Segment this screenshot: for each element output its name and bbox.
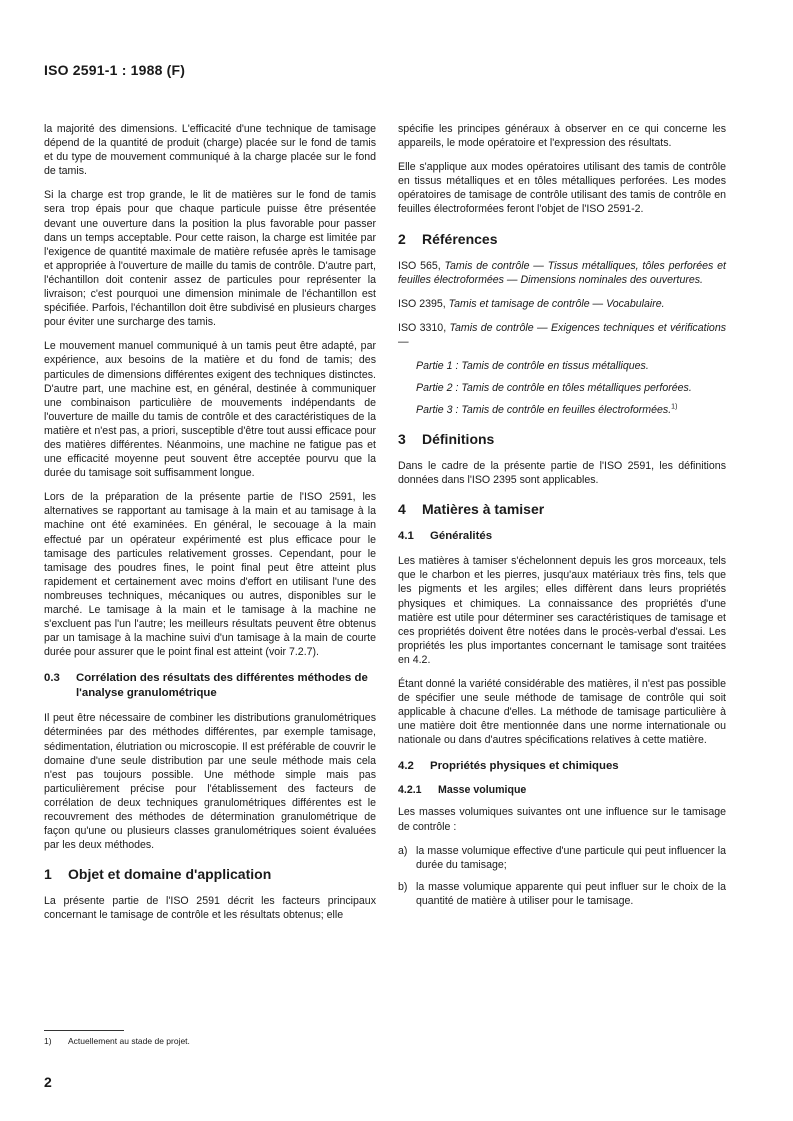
paragraph: la majorité des dimensions. L'efficacité d'une technique de tamisage dépend de la quantité de produit (charge) placée sur le fond de tamis et du type de mouvement communiqué à la charge placée sur le fond de tamis.	[44, 123, 376, 178]
paragraph: Elle s'applique aux modes opératoires utilisant des tamis de contrôle en tissus métalliques et en tôles métalliques perforées. Les modes opératoires de tamisage de contrôle utilisant des tamis de contrôle en feuilles électroformées feront l'objet de l'ISO 2591-2.	[398, 161, 726, 216]
list-item	[398, 880, 726, 908]
part-title: Partie 1 : Tamis de contrôle en tissus métalliques.	[416, 360, 649, 373]
paragraph: Les matières à tamiser s'échelonnent depuis les gros morceaux, tels que le charbon et les pierres, jusqu'aux matériaux très fins, tels que les pigments et les argiles; elles diffèrent dans leurs propriétés physiques et chimiques. La connaissance des propriétés d'une matière est utile pour déterminer ses caractéristiques de tamisage et ces propriétés doivent être notées dans le procès-verbal d'essai. Les propriétés les plus importantes concernant le tamisage sont traitées en 4.2.	[398, 555, 726, 666]
section-title: Matières à tamiser	[422, 501, 545, 518]
reference-part	[416, 381, 726, 395]
section-number: 2	[398, 230, 406, 247]
part-title: Partie 3 : Tamis de contrôle en feuilles électroformées.	[416, 404, 672, 417]
section-title: Références	[422, 230, 498, 247]
paragraph: spécifie les principes généraux à observer en ce qui concerne les appareils, le mode opératoire et l'expression des résultats.	[398, 123, 726, 150]
paragraph: Il peut être nécessaire de combiner les distributions granulométriques déterminées par des méthodes différentes, par exemple tamisage, sédimentation, élutriation ou microscopie. Il est préférable de couvrir le domaine d'une seule distribution par une seule méthode mais cela n'est pas toujours possible. Une méthode simple mais pas particulièrement précise pour l'établissement des facteurs de corrélation de deux techniques granulométriques différentes est le recouvrement des méthodes de détermination granulométrique de façon qu'une ou plusieurs classes granulométriques soient évaluées par les deux méthodes.	[44, 712, 376, 852]
paragraph: Dans le cadre de la présente partie de l'ISO 2591, les définitions données dans l'ISO 2395 sont applicables.	[398, 460, 726, 487]
paragraph: Si la charge est trop grande, le lit de matières sur le fond de tamis sera trop épais pour que chaque particule puisse être présentée devant une ouverture dans la position la plus favorable pour passer dans un temps acceptable. Pour cette raison, la charge est limitée par l'exigence de quantité maximale de matière refusée après le tamisage et appropriée à l'ouverture de maille du tamis de contrôle. D'autre part, l'échantillon doit contenir assez de particules pour représenter la livraison; c'est pourquoi une dimension minimale de l'échantillon est spécifiée. Parfois, l'échantillon doit être subdivisé en plusieurs charges pour éviter une surcharge des tamis.	[44, 189, 376, 329]
section-heading-3	[398, 431, 726, 447]
document-header: ISO 2591-1 : 1988 (F)	[44, 62, 186, 78]
reference-code: ISO 565,	[398, 259, 441, 272]
reference-title: Tamis de contrôle — Tissus métalliques, tôles perforées et feuilles électroformées — Dimensions nominales des ouvertures.	[398, 259, 726, 286]
reference-item	[398, 259, 726, 287]
list-text: la masse volumique apparente qui peut influer sur le choix de la quantité de matière à utiliser pour le tamisage.	[416, 880, 726, 907]
section-title: Masse volumique	[438, 784, 527, 797]
section-heading-4-1	[398, 529, 726, 544]
section-title: Définitions	[422, 431, 495, 448]
section-number: 1	[44, 866, 52, 883]
section-title: Corrélation des résultats des différentes méthodes de l'analyse granulométrique	[76, 672, 368, 700]
section-number: 3	[398, 431, 406, 448]
reference-part	[416, 359, 726, 373]
paragraph: Étant donné la variété considérable des matières, il n'est pas possible de spécifier une seule méthode de tamisage de contrôle qui soit applicable à chacune d'elles. La méthode de tamisage particulière à une matière doit être mentionnée dans une norme internationale ou nationale ou dans d'autres spécifications relatives à cette matière.	[398, 677, 726, 747]
left-column	[44, 122, 376, 933]
reference-item	[398, 321, 726, 349]
section-number: 0.3	[44, 672, 60, 685]
right-column	[398, 122, 726, 916]
footnote	[44, 1036, 190, 1046]
section-heading-4-2-1	[398, 784, 726, 796]
paragraph: Lors de la préparation de la présente partie de l'ISO 2591, les alternatives se rapportant au tamisage à la main et au tamisage à la machine ont été examinées. En général, le secouage à la main effectué par un opérateur expérimenté est plus efficace pour le tamisage des particules relativement grosses. Cependant, pour le tamisage des poudres fines, le point final peut être atteint plus rapidement et certainement avec moins d'effort en utilisant l'une des nombreuses techniques, mécaniques ou autres, disponibles sur le marché. Le tamisage à la main et le tamisage à la machine ne s'excluent pas l'un l'autre; les meilleurs résultats peuvent être obtenus par un tamisage à la machine suivi d'un tamisage à la main de courte durée pour assurer que le point final est atteint (voir 7.2.7).	[44, 491, 376, 659]
section-heading-1	[44, 866, 376, 882]
page-number: 2	[44, 1074, 52, 1090]
section-heading-0-3	[44, 671, 376, 701]
section-title: Généralités	[430, 530, 493, 543]
reference-item	[398, 297, 726, 311]
part-title: Partie 2 : Tamis de contrôle en tôles métalliques perforées.	[416, 382, 692, 395]
paragraph: La présente partie de l'ISO 2591 décrit les facteurs principaux concernant le tamisage de contrôle et les résultats obtenus; elle	[44, 895, 376, 922]
list-label: a)	[398, 844, 408, 857]
section-number: 4	[398, 501, 406, 518]
reference-title: Tamis et tamisage de contrôle — Vocabulaire.	[448, 297, 665, 310]
list-item	[398, 844, 726, 872]
list-text: la masse volumique effective d'une particule qui peut influencer la durée du tamisage;	[416, 844, 726, 871]
reference-title: Tamis de contrôle — Exigences techniques et vérifications —	[398, 321, 727, 348]
reference-part	[416, 403, 726, 417]
reference-code: ISO 3310,	[398, 321, 447, 334]
reference-code: ISO 2395,	[398, 297, 446, 310]
paragraph: Le mouvement manuel communiqué à un tamis peut être adapté, par expérience, aux besoins de la matière et du fond de tamis; des particules de dimensions différentes exigent des techniques distinctes. D'autre part, une machine est, en général, destinée à communiquer une combinaison particulière de mouvements indépendants de l'ouverture de maille du tamis de contrôle et des caractéristiques de la matière et n'est pas, a priori, susceptible d'être tout aussi efficace pour des matières différentes. Néanmoins, une machine ne fatigue pas et une efficacité moyenne peut souvent être acceptée pourvu que la durée du tamisage soit suffisamment longue.	[44, 340, 376, 480]
section-heading-4	[398, 501, 726, 517]
section-heading-2	[398, 231, 726, 247]
section-heading-4-2	[398, 759, 726, 774]
footnote-mark: 1)	[44, 1036, 52, 1046]
list-label: b)	[398, 880, 408, 893]
section-title: Objet et domaine d'application	[68, 866, 272, 883]
footnote-divider	[44, 1030, 124, 1031]
section-title: Propriétés physiques et chimiques	[430, 760, 619, 773]
section-number: 4.2	[398, 760, 414, 773]
section-number: 4.1	[398, 530, 414, 543]
paragraph: Les masses volumiques suivantes ont une influence sur le tamisage de contrôle :	[398, 806, 726, 833]
footnote-text: Actuellement au stade de projet.	[68, 1036, 190, 1046]
footnote-marker: 1)	[671, 403, 678, 411]
section-number: 4.2.1	[398, 784, 422, 797]
